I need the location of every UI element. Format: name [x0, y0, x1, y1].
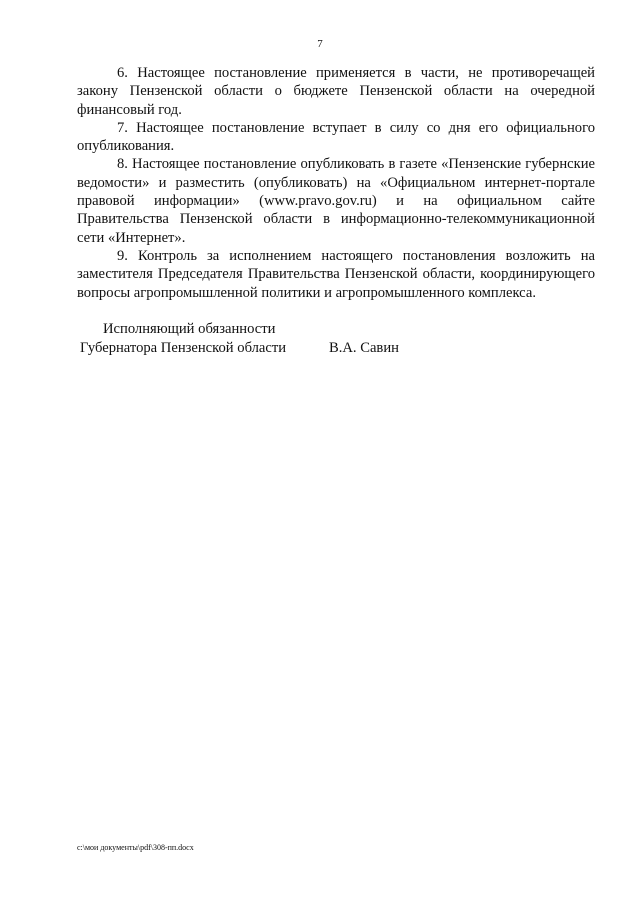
paragraph-7: 7. Настоящее постановление вступает в силу со дня его официального опубликования.	[77, 119, 595, 155]
paragraph-8: 8. Настоящее постановление опубликовать в газете «Пензенские губернские ведомости» и разместить (опубликовать) на «Официальном интернет-портале правовой информации» (www.pravo.gov.ru) и на официальном сайте Правительства Пензенской области в информационно-телекоммуникационной сети «Интернет».	[77, 156, 595, 246]
paragraph-9: 9. Контроль за исполнением настоящего постановления возложить на заместителя Председателя Правительства Пензенской области, координирующего вопросы агропромышленной политики и агропромышленного комплекса.	[77, 247, 595, 301]
page-number: 7	[317, 38, 323, 50]
paragraph-6: 6. Настоящее постановление применяется в части, не противоречащей закону Пензенской области о бюджете Пензенской области на очередной финансовый год.	[77, 65, 595, 118]
signatory-title-line2: Губернатора Пензенской области	[80, 340, 287, 356]
file-path-footer: c:\мои документы\pdf\308-пп.docx	[77, 843, 194, 852]
document-body	[77, 64, 595, 302]
signatory-name: В.А. Савин	[329, 340, 399, 356]
signatory-title-line1: Исполняющий обязанности	[103, 321, 276, 337]
